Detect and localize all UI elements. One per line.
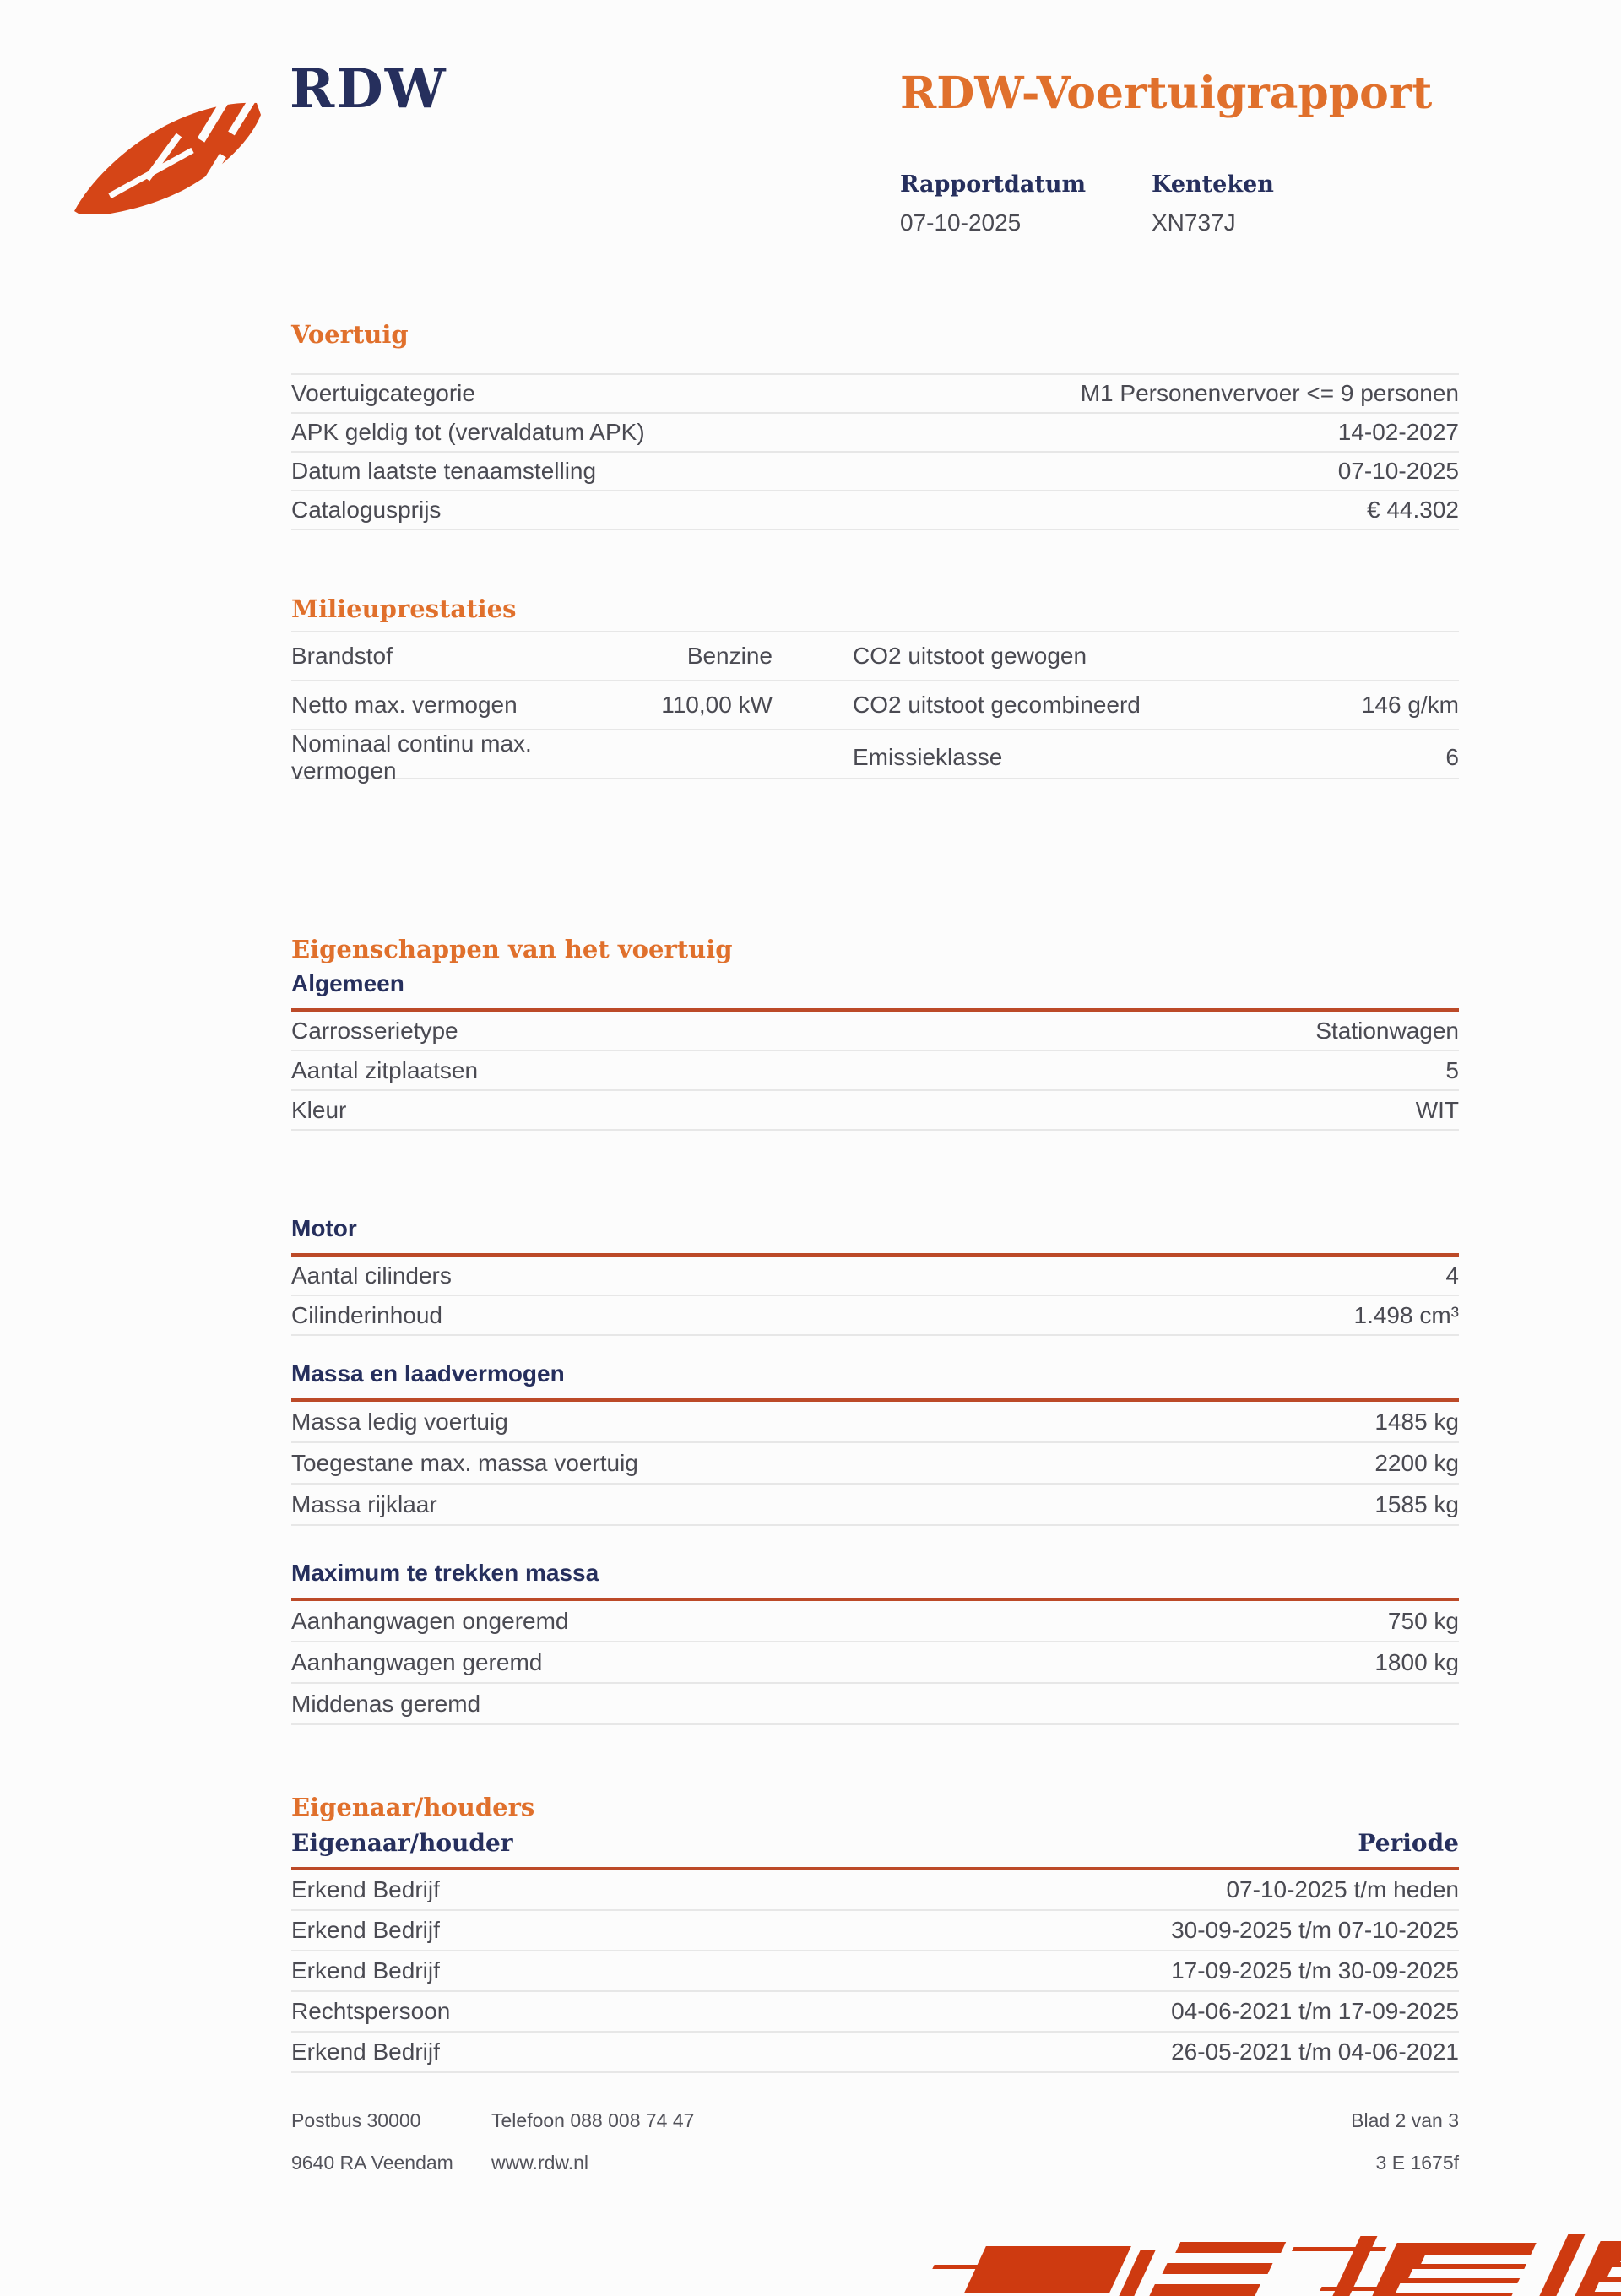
row-value: 750 kg — [1387, 1607, 1459, 1634]
section-eigenaar-title: Eigenaar/houders — [291, 1793, 535, 1821]
row-label: Voertuigcategorie — [291, 380, 475, 406]
row-value: WIT — [1415, 1096, 1459, 1123]
table-row — [291, 1601, 1459, 1642]
motor-table — [291, 1257, 1459, 1336]
row-value: 2200 kg — [1374, 1449, 1459, 1476]
owner-cell: Erkend Bedrijf — [291, 1917, 440, 1943]
period-cell: 17-09-2025 t/m 30-09-2025 — [1171, 1957, 1459, 1984]
table-row — [291, 681, 1459, 730]
table-row — [291, 375, 1459, 414]
row-label: Aanhangwagen ongeremd — [291, 1607, 569, 1634]
table-row — [291, 414, 1459, 453]
row-label-left: Nominaal continu max. vermogen — [291, 730, 532, 784]
subsection-massa — [291, 1360, 1459, 1526]
kenteken-value: XN737J — [1152, 209, 1236, 236]
owner-cell: Erkend Bedrijf — [291, 1876, 440, 1902]
subsection-algemeen — [291, 969, 1459, 1131]
row-value-left: 110,00 kW — [661, 692, 773, 718]
owner-cell: Erkend Bedrijf — [291, 2038, 440, 2065]
table-row — [291, 2033, 1459, 2073]
table-row — [291, 632, 1459, 681]
row-value: € 44.302 — [1367, 497, 1459, 523]
table-row — [291, 1257, 1459, 1296]
voertuig-table — [291, 373, 1459, 530]
footer-form-code: 3 E 1675f — [1375, 2152, 1459, 2174]
milieuprestaties-table — [291, 631, 1459, 784]
row-value-right: 146 g/km — [1361, 692, 1459, 718]
row-label-right: CO2 uitstoot gewogen — [853, 643, 1087, 669]
algemeen-table — [291, 1012, 1459, 1131]
owner-column-header: Eigenaar/houder — [291, 1829, 513, 1857]
subsection-motor-title: Motor — [291, 1214, 1459, 1257]
row-value: 5 — [1445, 1056, 1459, 1083]
section-eigenschappen-title: Eigenschappen van het voertuig — [291, 935, 733, 963]
period-cell: 26-05-2021 t/m 04-06-2021 — [1171, 2038, 1459, 2065]
page-title: RDW-Voertuigrapport — [900, 68, 1433, 119]
row-label: Cilinderinhoud — [291, 1301, 443, 1328]
table-row — [291, 1402, 1459, 1443]
table-row — [291, 1642, 1459, 1684]
subsection-massa-title: Massa en laadvermogen — [291, 1360, 1459, 1402]
table-row — [291, 1091, 1459, 1131]
eigenaar-table-header — [291, 1829, 1459, 1870]
table-row — [291, 730, 1459, 784]
section-milieuprestaties-title: Milieuprestaties — [291, 594, 517, 623]
period-cell: 07-10-2025 t/m heden — [1226, 1876, 1459, 1902]
row-label: Datum laatste tenaamstelling — [291, 458, 597, 484]
row-label-right: Emissieklasse — [853, 744, 1003, 770]
row-label: APK geldig tot (vervaldatum APK) — [291, 419, 645, 445]
table-row — [291, 1992, 1459, 2033]
row-value: 1.498 cm³ — [1353, 1301, 1459, 1328]
eigenaar-table — [291, 1870, 1459, 2073]
table-row — [291, 1051, 1459, 1091]
table-row — [291, 1684, 1459, 1725]
row-label: Carrosserietype — [291, 1017, 458, 1044]
section-eigenschappen-title-block — [291, 934, 1459, 964]
rdw-speed-pattern — [920, 2224, 1621, 2296]
kenteken-label: Kenteken — [1152, 171, 1274, 198]
row-value: M1 Personenvervoer <= 9 personen — [1080, 380, 1459, 406]
row-value: 4 — [1445, 1262, 1459, 1289]
subsection-trekken — [291, 1559, 1459, 1725]
subsection-trekken-title: Maximum te trekken massa — [291, 1559, 1459, 1601]
row-value: 1485 kg — [1374, 1408, 1459, 1435]
table-row — [291, 1012, 1459, 1051]
row-value: 14-02-2027 — [1337, 419, 1459, 445]
massa-table — [291, 1402, 1459, 1526]
period-column-header: Periode — [1358, 1829, 1459, 1857]
row-label: Middenas geremd — [291, 1690, 481, 1717]
footer-address-line2: 9640 RA Veendam — [291, 2152, 453, 2174]
footer-website: www.rdw.nl — [491, 2152, 589, 2174]
rdw-logo-wordmark: RDW — [290, 57, 447, 121]
row-label-left: Netto max. vermogen — [291, 692, 518, 718]
table-row — [291, 1951, 1459, 1992]
row-value-right: 6 — [1445, 744, 1459, 770]
section-voertuig-title: Voertuig — [291, 320, 409, 349]
report-date-label: Rapportdatum — [900, 171, 1087, 198]
section-eigenaar — [291, 1792, 1459, 2073]
table-row — [291, 1443, 1459, 1485]
table-row — [291, 491, 1459, 530]
table-row — [291, 1911, 1459, 1951]
footer-phone: Telefoon 088 008 74 47 — [491, 2109, 695, 2131]
section-milieuprestaties — [291, 594, 1459, 784]
row-value-left: Benzine — [686, 643, 773, 669]
footer-address-line1: Postbus 30000 — [291, 2109, 421, 2131]
table-row — [291, 453, 1459, 491]
rdw-feather-logo-icon — [66, 88, 264, 214]
row-value: 1585 kg — [1374, 1490, 1459, 1517]
owner-cell: Erkend Bedrijf — [291, 1957, 440, 1984]
row-label-left: Brandstof — [291, 643, 393, 669]
report-date-value: 07-10-2025 — [900, 209, 1022, 236]
row-value: 07-10-2025 — [1337, 458, 1459, 484]
section-voertuig — [291, 319, 1459, 530]
row-label: Aantal zitplaatsen — [291, 1056, 479, 1083]
table-row — [291, 1870, 1459, 1911]
trekken-table — [291, 1601, 1459, 1725]
table-row — [291, 1485, 1459, 1526]
row-label: Aanhangwagen geremd — [291, 1648, 543, 1675]
subsection-motor — [291, 1214, 1459, 1336]
row-value: 1800 kg — [1374, 1648, 1459, 1675]
row-label: Toegestane max. massa voertuig — [291, 1449, 638, 1476]
footer-page-number: Blad 2 van 3 — [1351, 2109, 1459, 2131]
subsection-algemeen-title: Algemeen — [291, 969, 1459, 1012]
row-label: Kleur — [291, 1096, 347, 1123]
row-label: Massa ledig voertuig — [291, 1408, 508, 1435]
row-label-right: CO2 uitstoot gecombineerd — [853, 692, 1141, 718]
period-cell: 04-06-2021 t/m 17-09-2025 — [1171, 1998, 1459, 2024]
owner-cell: Rechtspersoon — [291, 1998, 451, 2024]
row-value: Stationwagen — [1315, 1017, 1459, 1044]
table-row — [291, 1296, 1459, 1336]
row-label: Catalogusprijs — [291, 497, 442, 523]
period-cell: 30-09-2025 t/m 07-10-2025 — [1171, 1917, 1459, 1943]
row-label: Aantal cilinders — [291, 1262, 452, 1289]
row-label: Massa rijklaar — [291, 1490, 437, 1517]
